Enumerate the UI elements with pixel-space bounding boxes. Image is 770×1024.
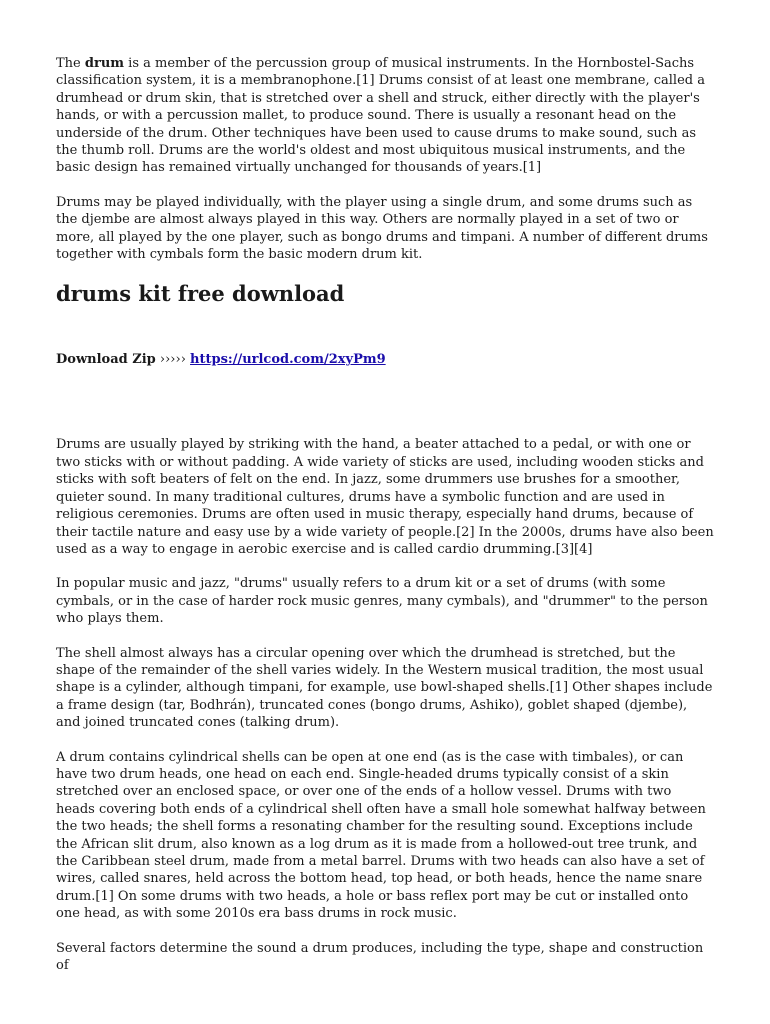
download-link[interactable]: https://urlcod.com/2xyPm9 — [190, 352, 386, 368]
drum-bold-term: drum — [84, 56, 125, 71]
intro-paragraph-2: Drums may be played individually, with the player using a single drum, and some drums such as the djembe are almost always played in this way. Others are normally played in a set of two or more, all played by the one player, such as bongo drums and timpani. A number of different drums together with cymbals form the basic modern drum kit. — [56, 194, 708, 263]
body-paragraph-3: The shell almost always has a circular opening over which the drumhead is stretched, but the shape of the remainder of the shell varies widely. In the Western musical tradition, the most usual shape is a cylinder, although timpani, for example, use bowl-shaped shells.[1] Other shapes include a frame design (tar, Bodhrán), truncated cones (bongo drums, Ashiko), goblet shaped (djembe), and joined truncated cones (talking drum). — [56, 645, 713, 731]
intro-text-rest: is a member of the percussion group of musical instruments. In the Hornbostel-Sachs classification system, it is a membranophone.[1] Drums consist of at least one membrane, called a drumhead or drum skin, that is stretched over a shell and struck, either directly with the player's hands, or with a percussion mallet, to produce sound. There is usually a resonant head on the underside of the drum. Other techniques have been used to cause drums to make sound, such as the thumb roll. Drums are the world's oldest and most ubiquitous musical instruments, and the basic design has remained virtually unchanged for thousands of years.[1] — [56, 56, 705, 176]
download-label: Download Zip — [56, 352, 156, 368]
body-paragraph-5: Several factors determine the sound a drum produces, including the type, shape and construction of — [56, 940, 704, 974]
intro-text-start: The — [56, 56, 85, 71]
intro-paragraph-1 — [56, 55, 714, 177]
body-paragraph-2: In popular music and jazz, "drums" usually refers to a drum kit or a set of drums (with some cymbals, or in the case of harder rock music genres, many cymbals), and "drummer" to the person who plays them. — [56, 576, 708, 627]
article-body — [56, 436, 714, 974]
download-line — [56, 351, 714, 368]
body-paragraph-4: A drum contains cylindrical shells can be open at one end (as is the case with timbales), or can have two drum heads, one head on each end. Single-headed drums typically consist of a skin stretched over an enclosed space, or over one of the ends of a hollow vessel. Drums with two heads covering both ends of a cylindrical shell often have a small hole somewhat halfway between the two heads; the shell forms a resonating chamber for the resulting sound. Exceptions include the African slit drum, also known as a log drum as it is made from a hollowed-out tree trunk, and the Caribbean steel drum, made from a metal barrel. Drums with two heads can also have a set of wires, called snares, held across the bottom head, top head, or both heads, hence the name snare drum.[1] On some drums with two heads, a hole or bass reflex port may be cut or installed onto one head, as with some 2010s era bass drums in rock music. — [56, 749, 706, 922]
body-paragraph-1: Drums are usually played by striking with the hand, a beater attached to a pedal, or with one or two sticks with or without padding. A wide variety of sticks are used, including wooden sticks and sticks with soft beaters of felt on the end. In jazz, some drummers use brushes for a smoother, quieter sound. In many traditional cultures, drums have a symbolic function and are used in religious ceremonies. Drums are often used in music therapy, especially hand drums, because of their tactile nature and easy use by a wide variety of people.[2] In the 2000s, drums have also been used as a way to engage in aerobic exercise and is called cardio drumming.[3][4] — [56, 437, 714, 557]
arrows-glyph: ››››› — [155, 352, 191, 368]
section-heading: drums kit free download — [56, 281, 345, 307]
